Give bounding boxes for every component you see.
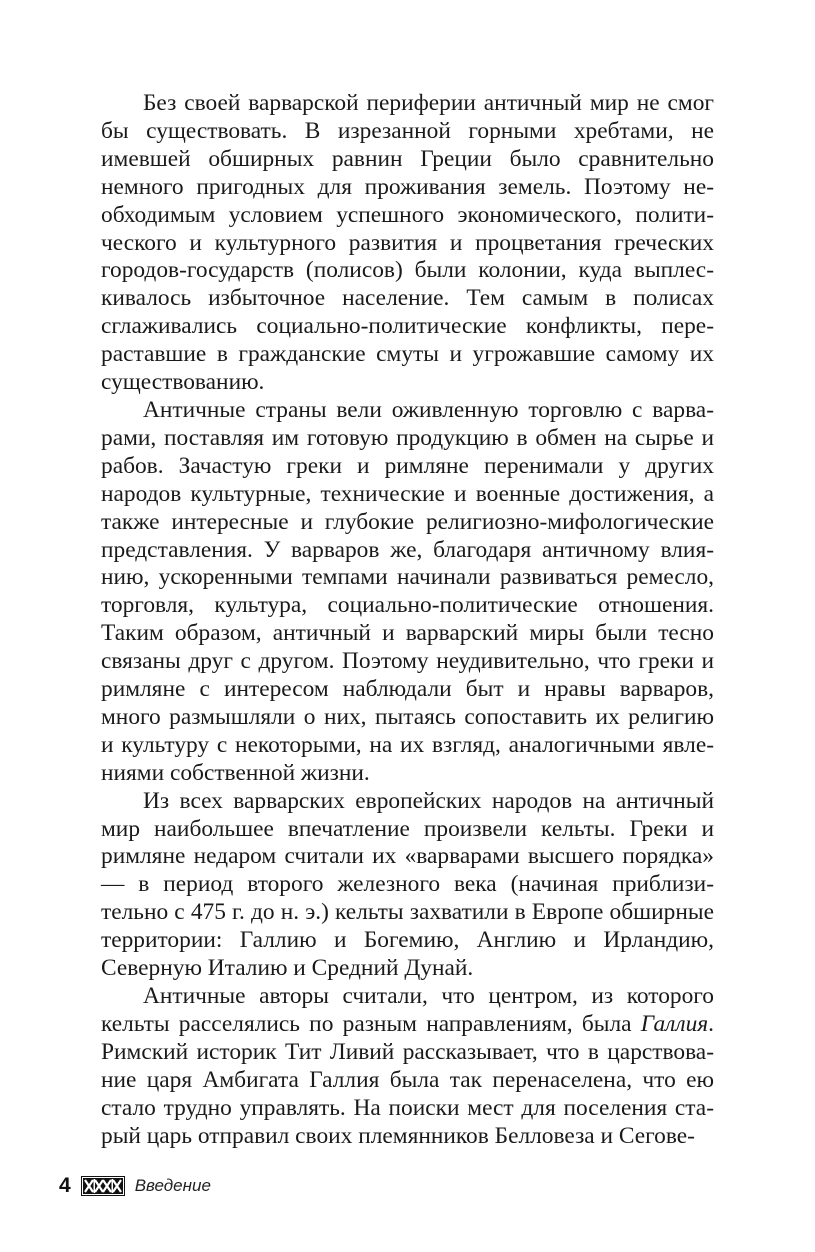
paragraph-4-emphasis: Галлия — [640, 1010, 709, 1037]
page-body — [101, 90, 714, 1150]
paragraph-4 — [101, 983, 714, 1150]
celtic-knot-icon — [81, 1176, 125, 1196]
page-number: 4 — [59, 1174, 71, 1197]
paragraph-3 — [101, 788, 714, 983]
paragraph-3-text: Из всех варварских европейских народов на античный мир наибольшее впечатление произвели кельты. Греки и римляне недаром считали их «варварами высшего порядка» — в период второго железного века (начиная приблизительно с 475 г. до н. э.) кельты захватили в Европе обширные территории: Галлию и Богемию, Англию и Ирландию, Северную Италию и Средний Дунай. — [101, 787, 714, 982]
page-footer — [59, 1170, 211, 1202]
paragraph-1-text: Без своей варварской периферии античный мир не смог бы существовать. В изрезанной горными хребтами, не имевшей обширных равнин Греции было сравнительно немного пригодных для проживания земель. Поэтому необходимым условием успешного экономического, политического и культурного развития и процветания греческих городов-государств (полисов) были колонии, куда выплескивалось избыточное население. Тем самым в полисах сглаживались социально-политические конфликты, перераставшие в гражданские смуты и угрожавшие самому их существованию. — [101, 90, 714, 396]
paragraph-2 — [101, 397, 714, 788]
paragraph-1 — [101, 90, 714, 397]
paragraph-4-text-start: Античные авторы считали, что центром, из которого кельты расселялись по разным направлениям, была — [101, 983, 714, 1037]
paragraph-4-text-end: . Римский историк Тит Ливий рассказывает, что в царствование царя Амбигата Галлия была так перенаселена, что ею стало трудно управлять. На поиски мест для поселения старый царь отправил своих племянников Белловеза и Сегове- — [101, 1010, 714, 1149]
section-title: Введение — [134, 1176, 211, 1195]
paragraph-2-text: Античные страны вели оживленную торговлю с варварами, поставляя им готовую продукцию в обмен на сырье и рабов. Зачастую греки и римляне перенимали у других народов культурные, технические и военные достижения, а также интересные и глубокие религиозно-мифологические представления. У варваров же, благодаря античному влиянию, ускоренными темпами начинали развиваться ремесло, торговля, культура, социально-политические отношения. Таким образом, античный и варварский миры были тесно связаны друг с другом. Поэтому неудивительно, что греки и римляне с интересом наблюдали быт и нравы варваров, много размышляли о них, пытаясь сопоставить их религию и культуру с некоторыми, на их взгляд, аналогичными явлениями собственной жизни. — [101, 396, 714, 786]
